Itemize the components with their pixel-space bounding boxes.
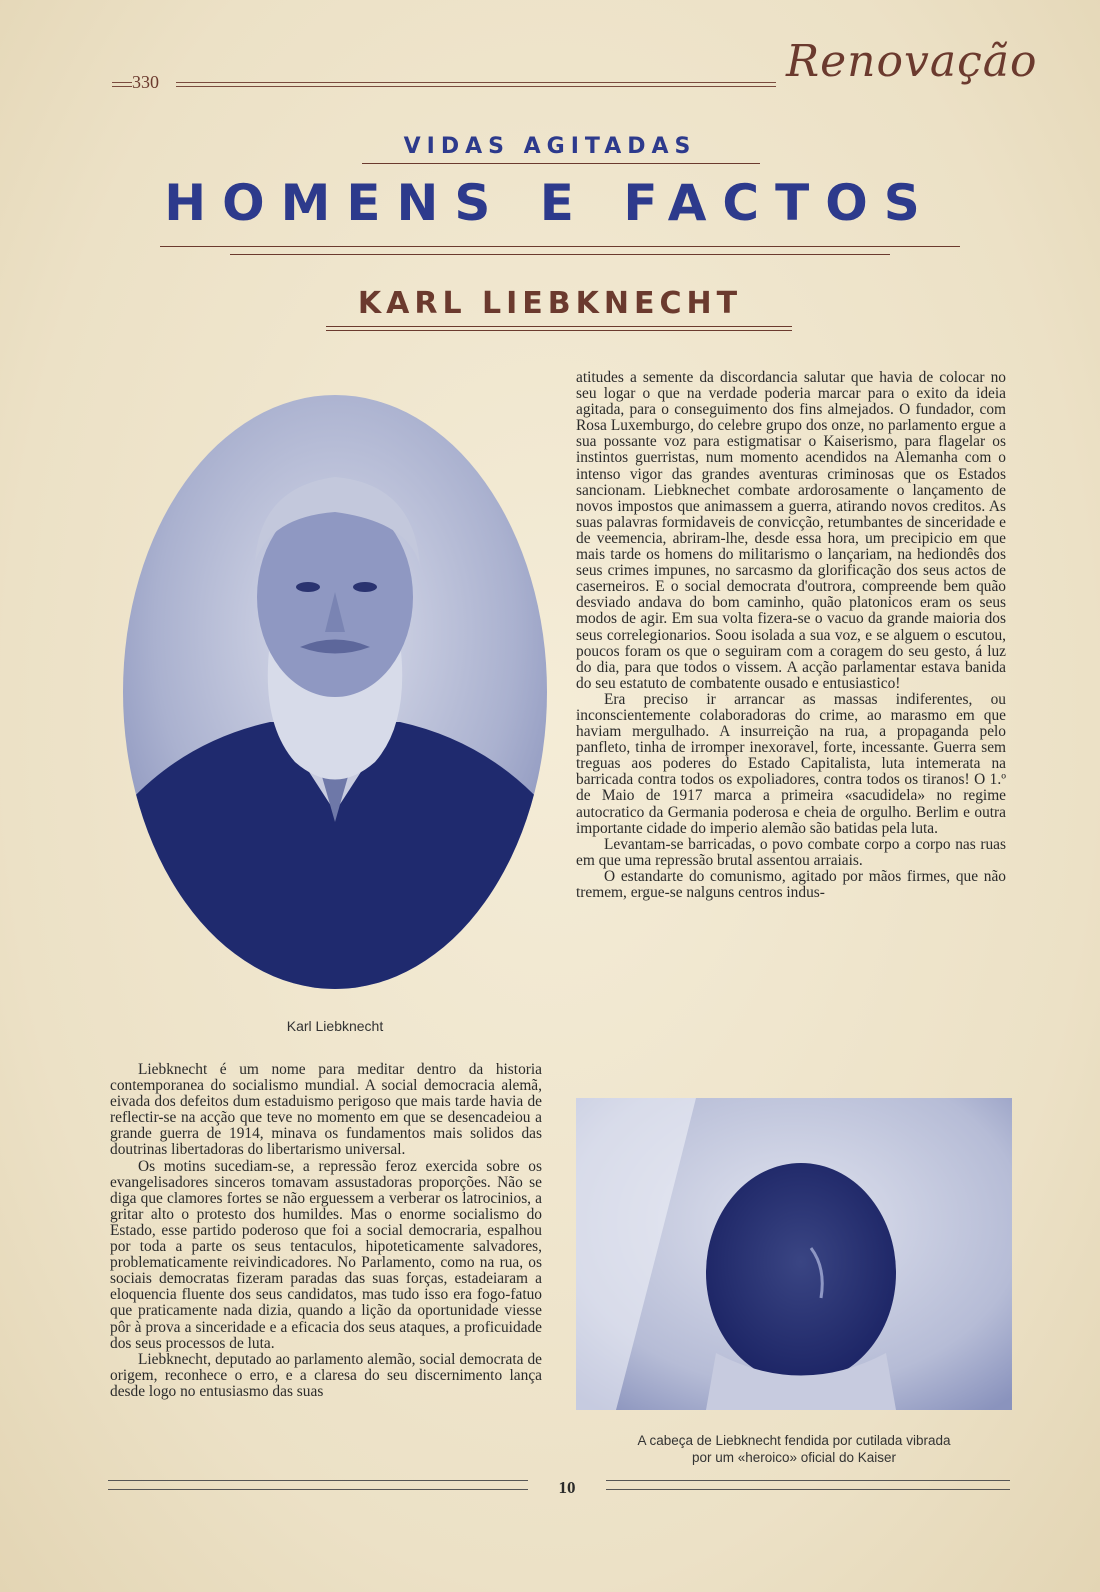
magazine-brand: Renovação [786, 36, 1038, 87]
footer-rule-left [108, 1480, 528, 1490]
photo-caption [576, 1432, 1012, 1466]
article-title-underline [326, 326, 792, 327]
paragraph: atitudes a semente da discordancia salutar que havia de colocar no seu logar o que na verdade poderia marcar para o exito da ideia agitada, para o conseguimento dos fins almejados. O fundador, com Rosa Luxemburgo, do celebre grupo dos onze, no parlamento ergue a sua possante voz para estigmatisar o Kaiserismo, para flagelar os instintos guerristas, num momento acendidos na Alemanha com o intenso vigor das grandes aventuras criminosas que os Estados sancionam. Liebknechet combate ardorosamente o lançamento de novos impostos que animassem a guerra, atirando novos creditos. As suas palavras formidaveis de convicção, retumbantes de sinceridade e de veemencia, abriram-lhe, desde essa hora, um precipicio em que mais tarde os homens do militarismo o lançariam, na hediondês dos seus crimes impunes, no sarcasmo da glorificação dos seus actos de caserneiros. E o social democrata d'outrora, compreende bem quão desviado andava do bom caminho, quão platonicos eram os seus modos de agir. Em sua volta fizera-se o vacuo da grande maioria dos seus correlegionarios. Soou isolada a sua voz, e se alguem o escutou, poucos foram os que o seguiram com a coragem do seu gesto, á luz do dia, para que todos o vissem. A acção parlamentar estava banida do seu estatuto de combatente ousado e entusiastico! [576, 369, 1006, 692]
paragraph: Liebknecht, deputado ao parlamento alemão, social democrata de origem, reconhece o erro, e a claresa do seu discernimento lança desde logo no entusiasmo das suas [110, 1350, 542, 1400]
paragraph: Era preciso ir arrancar as massas indiferentes, ou inconscientemente colaboradoras do crime, ao marasmo em que haviam mergulhado. A insurreição na rua, a propaganda pelo panfleto, tinha de irromper inexoravel, forte, incessante. Guerra sem treguas aos poderes do Estado Capitalista, luta intemerata na barricada contra todos os expoliadores, contra todos os tiranos! O 1.º de Maio de 1917 marca a primeira «sacudidela» no regime autocratico da Germania poderosa e cheia de orgulho. Berlim e outra importante cidade do imperio alemão são batidas pela luta. [576, 690, 1006, 837]
right-column [576, 370, 1006, 901]
portrait-caption: Karl Liebknecht [286, 1018, 384, 1034]
section-kicker: VIDAS AGITADAS [403, 134, 697, 159]
article-title-underline-2 [326, 330, 792, 331]
paragraph: Levantam-se barricadas, o povo combate corpo a corpo nas ruas em que uma repressão brutal assentou arraiais. [576, 835, 1006, 869]
head-wound-photo [576, 1098, 1012, 1410]
page-number: 330 [132, 72, 159, 92]
section-title: HOMENS E FACTOS [164, 174, 936, 232]
photo-caption-line1: A cabeça de Liebknecht fendida por cutilada vibrada [637, 1433, 951, 1448]
paragraph: Os motins sucediam-se, a repressão feroz exercida sobre os evangelisadores sinceros tomavam assustadoras proporções. Não se diga que clamores fortes se não erguessem a verberar os latrocinios, a gritar alto o protesto dos humildes. Mas o enorme socialismo do Estado, esse partido poderoso que foi a social democraria, espalhou por toda a parte os seus tentaculos, hipoteticamente salvadores, problematicamente reivindicadores. No Parlamento, como na rua, os sociais democratas fizeram paradas das suas forças, estadeiaram a eloquencia fluente dos seus candidatos, mas tudo isso era fogo-fatuo que praticamente nada dizia, quando a lição da oportunidade viesse pôr à prova a sinceridade e a eficacia dos seus ataques, a proficuidade dos seus processos de luta. [110, 1157, 542, 1352]
footer-folio: 10 [558, 1478, 576, 1497]
paragraph: O estandarte do comunismo, agitado por mãos firmes, que não tremem, ergue-se nalguns centros indus- [576, 867, 1006, 901]
title-rule-bottom [230, 254, 890, 255]
left-column [110, 1062, 542, 1400]
paragraph: Liebknecht é um nome para meditar dentro da historia contemporanea do socialismo mundial. A social democracia alemã, eivada dos defeitos dum estaduismo perigoso que mais tarde havia de reflectir-se na acção que teve no momento em que se desencadeiou a grande guerra de 1914, minava os fundamentos mais solidos das doutrinas libertadoras do libertarismo universal. [110, 1061, 542, 1159]
header-rule [176, 82, 776, 87]
header-rule-left [112, 82, 132, 87]
kicker-rule [362, 163, 760, 164]
article-title: KARL LIEBKNECHT [357, 286, 743, 321]
footer-rule-right [606, 1480, 1010, 1490]
title-rule-top [160, 246, 960, 247]
portrait-photo [120, 392, 550, 992]
photo-caption-line2: por um «heroico» oficial do Kaiser [691, 1450, 897, 1465]
